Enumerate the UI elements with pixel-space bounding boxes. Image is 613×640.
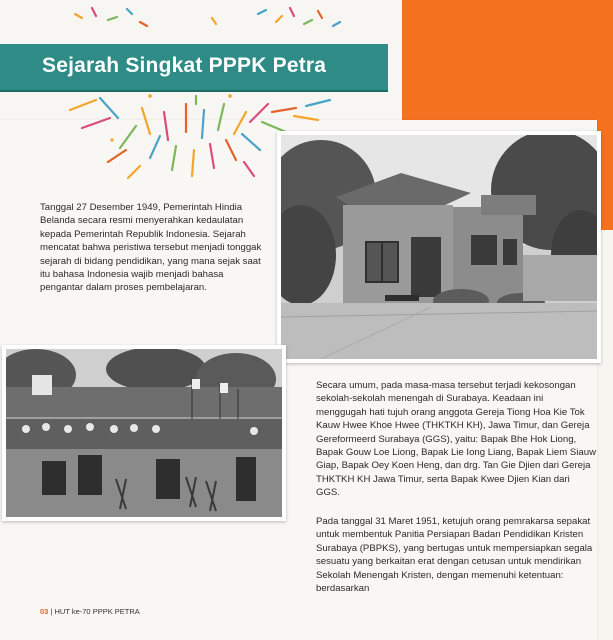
page-title: Sejarah Singkat PPPK Petra	[42, 54, 327, 77]
paragraph-committee: Pada tanggal 31 Maret 1951, ketujuh orang pemrakarsa sepakat untuk membentuk Panitia Persiapan Badan Pendidikan Kristen Surabaya (PBPKS), yang bertugas untuk mempersiapkan segala sesuatu yang berkaitan erat dengan cetusan untuk mendirikan Sekolah Menengah Kristen, dengan memenuhi ketentuan: berdasarkan	[316, 516, 593, 595]
footer-separator: |	[50, 607, 53, 616]
historic-gathering-photo	[2, 345, 286, 521]
paragraph-independence: Tanggal 27 Desember 1949, Pemerintah Hindia Belanda secara resmi menyerahkan kedaulatan kepada Pemerintah Republik Indonesia. Sejarah mencatat bahwa peristiwa tersebut menjadi tonggak sejarah di bidang pendidikan, yang mana sejak saat itu bahasa Indonesia wajib menjadi bahasa pengantar dalam proses pembelajaran.	[40, 202, 262, 294]
gathering-photo-image	[6, 349, 282, 517]
page-number: 03	[40, 607, 49, 616]
paragraph-founders: Secara umum, pada masa-masa tersebut terjadi kekosongan sekolah-sekolah menengah di Surabaya. Keadaan ini menggugah hati tujuh orang anggota Gereja Tiong Hoa Kie Tok Kauw Hwee Khoe Hwee (THKTKH KH), Jawa Timur, dan Gereja Gereformeerd Surabaya (GGS), yaitu: Bapak Bhe Hok Liong, Bapak Gouw Loe Liong, Bapak Lie Iong Liang, Bapak Liem Siauw Giap, Bapak Oey Koen Heng, dan drg. Tan Gie Djien dari Gereja THKTKH KH Jawa Timur, serta Bapak Kwee Djien Kian dari GGS.	[316, 380, 597, 499]
page-footer	[40, 607, 140, 616]
building-photo-image	[281, 135, 597, 359]
historic-building-photo	[277, 131, 601, 363]
publication-name: HUT ke-70 PPPK PETRA	[54, 607, 140, 616]
